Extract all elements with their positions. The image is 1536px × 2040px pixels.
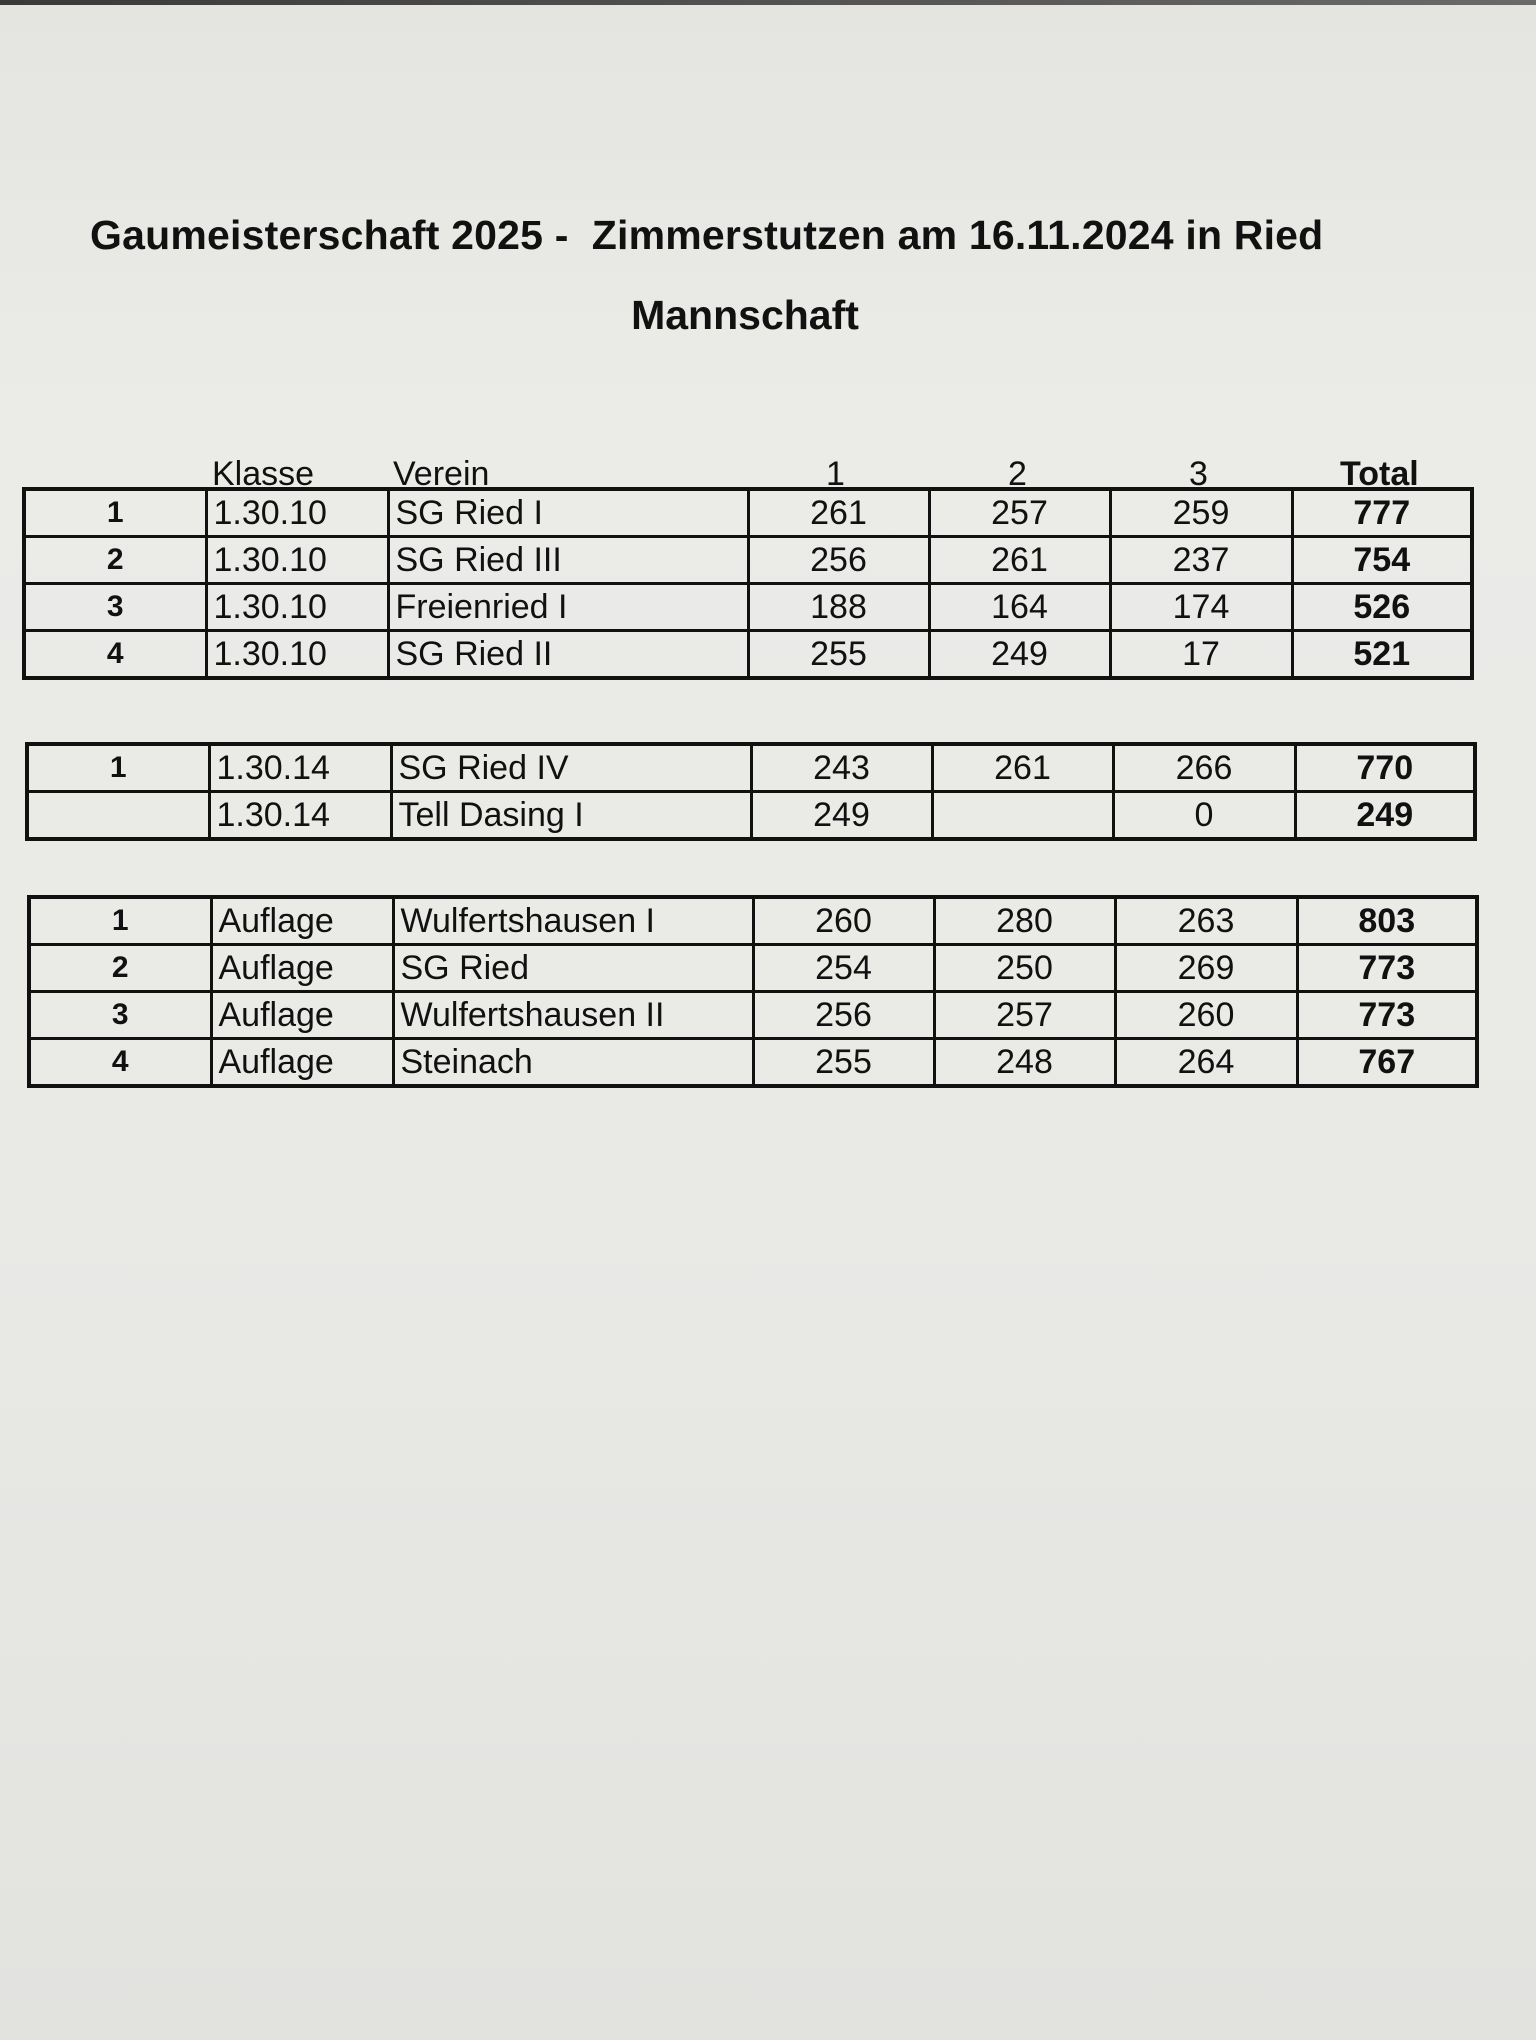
verein-cell: Steinach xyxy=(393,1039,753,1087)
rank-cell: 3 xyxy=(24,584,206,631)
series-1-cell: 249 xyxy=(751,792,932,840)
rank-cell: 3 xyxy=(29,992,211,1039)
table-row xyxy=(24,537,1472,584)
results-table-1.30.10 xyxy=(22,487,1474,680)
column-header-verein: Verein xyxy=(393,455,490,493)
series-1-cell: 256 xyxy=(753,992,934,1039)
series-3-cell: 0 xyxy=(1113,792,1295,840)
series-2-cell: 257 xyxy=(934,992,1115,1039)
verein-cell: SG Ried IV xyxy=(391,744,751,792)
verein-cell: Freienried I xyxy=(388,584,748,631)
table-row xyxy=(27,792,1475,840)
series-3-cell: 237 xyxy=(1110,537,1292,584)
table-row xyxy=(29,992,1477,1039)
verein-cell: Wulfertshausen II xyxy=(393,992,753,1039)
klasse-cell: 1.30.10 xyxy=(206,537,388,584)
series-2-cell xyxy=(932,792,1113,840)
verein-cell: SG Ried II xyxy=(388,631,748,679)
klasse-cell: Auflage xyxy=(211,1039,393,1087)
series-3-cell: 264 xyxy=(1115,1039,1297,1087)
table-row xyxy=(29,1039,1477,1087)
klasse-cell: 1.30.10 xyxy=(206,631,388,679)
total-cell: 249 xyxy=(1295,792,1475,840)
table-row xyxy=(29,945,1477,992)
klasse-cell: Auflage xyxy=(211,945,393,992)
series-1-cell: 243 xyxy=(751,744,932,792)
column-header-series-3: 3 xyxy=(1189,455,1208,493)
series-1-cell: 256 xyxy=(748,537,929,584)
column-header-total: Total xyxy=(1340,455,1419,493)
table-row xyxy=(24,584,1472,631)
series-2-cell: 249 xyxy=(929,631,1110,679)
series-2-cell: 261 xyxy=(929,537,1110,584)
rank-cell: 2 xyxy=(29,945,211,992)
series-1-cell: 255 xyxy=(753,1039,934,1087)
series-1-cell: 254 xyxy=(753,945,934,992)
verein-cell: SG Ried I xyxy=(388,489,748,537)
klasse-cell: Auflage xyxy=(211,897,393,945)
rank-cell: 4 xyxy=(29,1039,211,1087)
verein-cell: SG Ried xyxy=(393,945,753,992)
series-1-cell: 260 xyxy=(753,897,934,945)
total-cell: 521 xyxy=(1292,631,1472,679)
verein-cell: Tell Dasing I xyxy=(391,792,751,840)
table-row xyxy=(27,744,1475,792)
klasse-cell: 1.30.10 xyxy=(206,489,388,537)
verein-cell: SG Ried III xyxy=(388,537,748,584)
series-3-cell: 174 xyxy=(1110,584,1292,631)
document-title: Gaumeisterschaft 2025 - Zimmerstutzen am 16.11.2024 in Ried xyxy=(90,212,1324,258)
series-3-cell: 259 xyxy=(1110,489,1292,537)
series-2-cell: 280 xyxy=(934,897,1115,945)
total-cell: 773 xyxy=(1297,992,1477,1039)
series-3-cell: 260 xyxy=(1115,992,1297,1039)
rank-cell: 4 xyxy=(24,631,206,679)
series-2-cell: 164 xyxy=(929,584,1110,631)
series-3-cell: 263 xyxy=(1115,897,1297,945)
total-cell: 803 xyxy=(1297,897,1477,945)
series-1-cell: 188 xyxy=(748,584,929,631)
rank-cell: 1 xyxy=(24,489,206,537)
klasse-cell: Auflage xyxy=(211,992,393,1039)
series-2-cell: 261 xyxy=(932,744,1113,792)
series-1-cell: 261 xyxy=(748,489,929,537)
column-header-series-2: 2 xyxy=(1008,455,1027,493)
column-header-series-1: 1 xyxy=(826,455,845,493)
series-1-cell: 255 xyxy=(748,631,929,679)
document-subtitle: Mannschaft xyxy=(631,292,859,338)
series-2-cell: 248 xyxy=(934,1039,1115,1087)
rank-cell xyxy=(27,792,209,840)
total-cell: 754 xyxy=(1292,537,1472,584)
rank-cell: 2 xyxy=(24,537,206,584)
rank-cell: 1 xyxy=(27,744,209,792)
klasse-cell: 1.30.10 xyxy=(206,584,388,631)
table-row xyxy=(29,897,1477,945)
results-table-auflage xyxy=(27,895,1479,1088)
rank-cell: 1 xyxy=(29,897,211,945)
verein-cell: Wulfertshausen I xyxy=(393,897,753,945)
table-row xyxy=(24,631,1472,679)
series-2-cell: 250 xyxy=(934,945,1115,992)
column-header-klasse: Klasse xyxy=(212,455,315,493)
table-row xyxy=(24,489,1472,537)
series-3-cell: 269 xyxy=(1115,945,1297,992)
klasse-cell: 1.30.14 xyxy=(209,792,391,840)
results-table-1.30.14 xyxy=(25,742,1477,841)
total-cell: 777 xyxy=(1292,489,1472,537)
total-cell: 770 xyxy=(1295,744,1475,792)
total-cell: 773 xyxy=(1297,945,1477,992)
series-3-cell: 266 xyxy=(1113,744,1295,792)
total-cell: 767 xyxy=(1297,1039,1477,1087)
klasse-cell: 1.30.14 xyxy=(209,744,391,792)
total-cell: 526 xyxy=(1292,584,1472,631)
series-2-cell: 257 xyxy=(929,489,1110,537)
series-3-cell: 17 xyxy=(1110,631,1292,679)
